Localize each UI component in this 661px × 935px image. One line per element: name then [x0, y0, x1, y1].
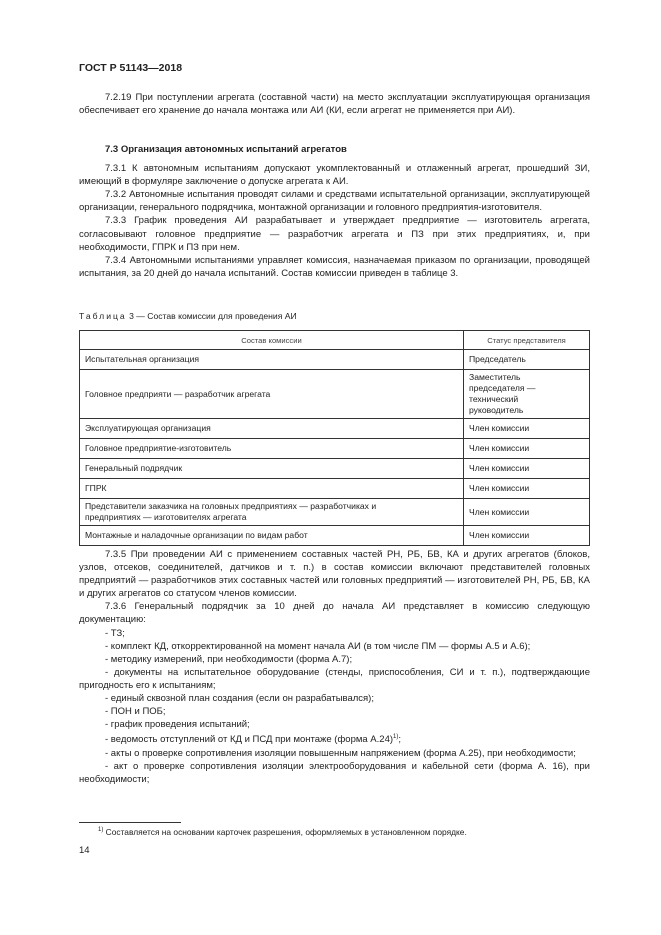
cell-status: Член комиссии [464, 479, 590, 499]
table-row [80, 499, 590, 526]
table-row [80, 439, 590, 459]
cell-member: Испытательная организация [80, 350, 464, 370]
table-row [80, 370, 590, 419]
list-item: - единый сквозной план создания (если он разрабатывался); [105, 693, 374, 705]
list-item: - акты о проверке сопротивления изоляции повышенным напряжением (форма А.25), при необходимости; [105, 747, 576, 759]
paragraph: 7.3.6 Генеральный подрядчик за 10 дней до начала АИ представляет в комиссию следующую документацию: [79, 601, 590, 626]
table-row [80, 419, 590, 439]
section-7-3-5-7-3-6 [79, 548, 590, 786]
footnote-text: Составляется на основании карточек разрешения, оформляемых в установленном порядке. [103, 827, 467, 837]
list-item: - ТЗ; [105, 627, 125, 639]
list-item: - ПОН и ПОБ; [105, 706, 166, 718]
cell-member: Монтажные и наладочные организации по видам работ [80, 526, 464, 546]
page-number: 14 [79, 845, 90, 856]
cell-status: Член комиссии [464, 499, 590, 526]
cell-member: Представители заказчика на головных предприятиях — разработчиках и предприятиях — изготовителях агрегата [80, 499, 464, 526]
list-item: - акт о проверке сопротивления изоляции электрооборудования и кабельной сети (форма А. 16), при необходимости; [79, 760, 590, 785]
paragraph: 7.3.4 Автономными испытаниями управляет комиссия, назначаемая приказом по организации, проводящей испытания, за 20 дней до начала испытаний. Состав комиссии приведен в таблице 3. [79, 254, 590, 279]
list-item: - документы на испытательное оборудование (стенды, приспособления, СИ и т. п.), подтверждающие пригодность его к испытаниям; [79, 666, 590, 691]
cell-member: ГПРК [80, 479, 464, 499]
cell-member: Генеральный подрядчик [80, 459, 464, 479]
column-header: Состав комиссии [80, 331, 464, 350]
table-header-row [80, 331, 590, 350]
list-item: - график проведения испытаний; [105, 719, 250, 731]
table-row [80, 459, 590, 479]
paragraph-text: 7.2.19 При поступлении агрегата (составной части) на место эксплуатации эксплуатирующая организация обеспечивает его хранение до начала монтажа или АИ (КИ, если агрегат не применяется при АИ). [79, 92, 590, 117]
cell-status: Заместитель председателя — технический руководитель [464, 370, 590, 419]
commission-table [79, 330, 590, 546]
caption-text: 3 — Состав комиссии для проведения АИ [126, 311, 297, 321]
cell-status: Председатель [464, 350, 590, 370]
cell-status: Член комиссии [464, 526, 590, 546]
table-caption [79, 311, 297, 321]
caption-prefix: Таблица [79, 311, 127, 321]
footnote-ref[interactable]: 1) [393, 734, 399, 741]
section-heading: 7.3 Организация автономных испытаний агрегатов [105, 144, 347, 155]
cell-status: Член комиссии [464, 439, 590, 459]
paragraph: 7.3.2 Автономные испытания проводят силами и средствами испытательной организации, эксплуатирующей организации, генерального подрядчика, монтажной организации и головного предприятия-изготовителя. [79, 189, 590, 214]
footnote [98, 827, 467, 837]
list-item: - методику измерений, при необходимости (форма А.7); [105, 653, 353, 665]
list-item [79, 731, 590, 746]
paragraph: 7.3.5 При проведении АИ с применением составных частей РН, РБ, БВ, КА и других агрегатов (блоков, узлов, отсеков, соединителей, датчиков и т. п.) в состав комиссии включают представителей головных предприятий — разработчиков этих составных частей или головных предприятий — изготовителей РН, РБ, БВ, КА и других агрегатов со статусом членов комиссии. [79, 549, 590, 600]
footnote-mark: 1) [98, 827, 104, 834]
column-header: Статус представителя [464, 331, 590, 350]
paragraph: 7.3.1 К автономным испытаниям допускают укомплектованный и отлаженный агрегат, прошедший ЗИ, имеющий в формуляре заключение о допуске агрегата к АИ. [79, 163, 590, 188]
paragraph: 7.3.3 График проведения АИ разрабатывает и утверждает предприятие — изготовитель агрегата, согласовывают головное предприятие — разработчик агрегата и ПЗ при этих предприятиях, и, при необходимости, ГПРК и ПЗ при нем. [79, 215, 590, 253]
list-item-tail: ; [398, 734, 401, 746]
cell-status: Член комиссии [464, 419, 590, 439]
table-row [80, 526, 590, 546]
document-header: ГОСТ Р 51143—2018 [79, 62, 183, 74]
cell-member: Эксплуатирующая организация [80, 419, 464, 439]
footnote-divider [79, 822, 181, 823]
list-item: - комплект КД, откорректированной на момент начала АИ (в том числе ПМ — формы А.5 и А.6); [105, 640, 531, 652]
table-row [80, 350, 590, 370]
paragraph-7-2-19 [79, 91, 590, 117]
cell-member: Головное предприятие-изготовитель [80, 439, 464, 459]
cell-member: Головное предприяти — разработчик агрегата [80, 370, 464, 419]
table-row [80, 479, 590, 499]
cell-status: Член комиссии [464, 459, 590, 479]
list-item-text: - ведомость отступлений от КД и ПСД при монтаже (форма А.24) [105, 734, 394, 746]
section-7-3 [79, 143, 590, 280]
